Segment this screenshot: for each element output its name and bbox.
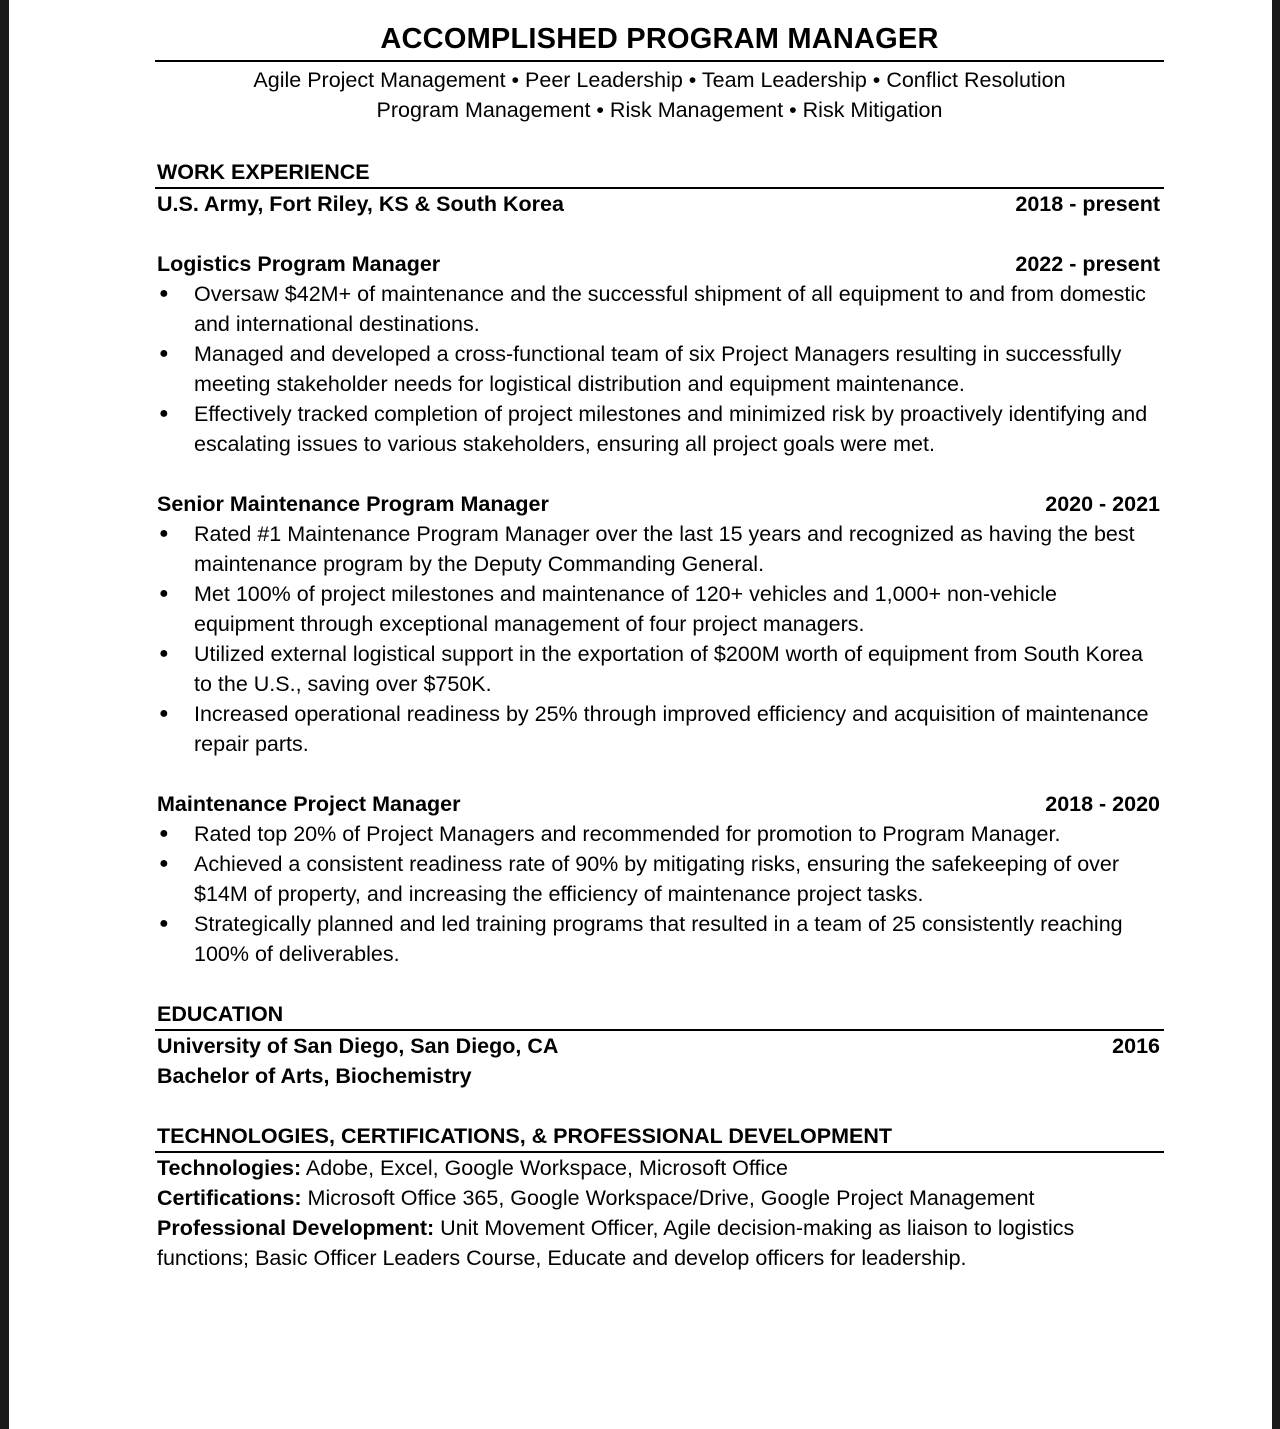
skills-line: Agile Project Management • Peer Leadership • Team Leadership • Conflict Resolution — [253, 68, 1066, 92]
resume-page — [155, 0, 1164, 1273]
left-screen-edge — [0, 0, 9, 1429]
job-title-row — [155, 789, 1164, 819]
job-dates: 2020 - 2021 — [1045, 492, 1160, 516]
bullet-item: ● Rated top 20% of Project Managers and recommended for promotion to Program Manager. — [155, 819, 1164, 849]
bullet-item: ● Utilized external logistical support in the exportation of $200M worth of equipment from South Korea to the U.S., saving over $750K. — [155, 639, 1164, 699]
right-screen-edge — [1272, 0, 1280, 1429]
job-dates: 2022 - present — [1015, 252, 1160, 276]
education-heading: EDUCATION — [155, 999, 1164, 1031]
bullet-item: ● Met 100% of project milestones and maintenance of 120+ vehicles and 1,000+ non-vehicle equipment through exceptional management of four project managers. — [155, 579, 1164, 639]
technologies-value: Adobe, Excel, Google Workspace, Microsoft Office — [301, 1156, 788, 1180]
technologies-label: Technologies: — [157, 1156, 302, 1180]
job-title-row — [155, 489, 1164, 519]
bullet-item: ● Strategically planned and led training programs that resulted in a team of 25 consistently reaching 100% of deliverables. — [155, 909, 1164, 969]
skills-summary — [155, 65, 1164, 125]
bullet-item: ● Rated #1 Maintenance Program Manager over the last 15 years and recognized as having the best maintenance program by the Deputy Commanding General. — [155, 519, 1164, 579]
job-title: Logistics Program Manager — [157, 252, 441, 276]
work-experience-heading: WORK EXPERIENCE — [155, 157, 1164, 189]
bullet-item: ● Oversaw $42M+ of maintenance and the successful shipment of all equipment to and from domestic and international destinations. — [155, 279, 1164, 339]
bullet-item: ● Increased operational readiness by 25% through improved efficiency and acquisition of maintenance repair parts. — [155, 699, 1164, 759]
degree-row — [155, 1061, 1164, 1091]
employer-dates: 2018 - present — [1015, 192, 1160, 216]
school-name: University of San Diego, San Diego, CA — [157, 1034, 559, 1058]
certifications-line — [155, 1183, 1164, 1213]
professional-development-label: Professional Development: — [157, 1216, 435, 1240]
graduation-year: 2016 — [1112, 1034, 1160, 1058]
job-bullets — [155, 279, 1164, 459]
employer-row — [155, 189, 1164, 219]
job-title-row — [155, 249, 1164, 279]
job-bullets — [155, 819, 1164, 969]
certifications-value: Microsoft Office 365, Google Workspace/Drive, Google Project Management — [301, 1186, 1035, 1210]
resume-title: ACCOMPLISHED PROGRAM MANAGER — [380, 23, 939, 55]
certifications-label: Certifications: — [157, 1186, 302, 1210]
job-title: Senior Maintenance Program Manager — [157, 492, 549, 516]
job-dates: 2018 - 2020 — [1045, 792, 1160, 816]
school-row — [155, 1031, 1164, 1061]
technologies-line — [155, 1153, 1164, 1183]
bullet-item: ● Managed and developed a cross-functional team of six Project Managers resulting in successfully meeting stakeholder needs for logistical distribution and equipment maintenance. — [155, 339, 1164, 399]
professional-development-value: Unit Movement Officer, Agile decision-making as liaison to logistics functions; Basic Officer Leaders Course, Educate and develop officers for leadership. — [157, 1216, 1075, 1270]
technologies-heading: TECHNOLOGIES, CERTIFICATIONS, & PROFESSIONAL DEVELOPMENT — [155, 1121, 1164, 1153]
job-title: Maintenance Project Manager — [157, 792, 461, 816]
professional-development-line — [155, 1213, 1164, 1273]
degree: Bachelor of Arts, Biochemistry — [157, 1064, 472, 1088]
job-bullets — [155, 519, 1164, 759]
bullet-item: ● Achieved a consistent readiness rate of 90% by mitigating risks, ensuring the safekeeping of over $14M of property, and increasing the efficiency of maintenance project tasks. — [155, 849, 1164, 909]
bullet-item: ● Effectively tracked completion of project milestones and minimized risk by proactively identifying and escalating issues to various stakeholders, ensuring all project goals were met. — [155, 399, 1164, 459]
skills-line: Program Management • Risk Management • Risk Mitigation — [376, 98, 943, 122]
employer-name: U.S. Army, Fort Riley, KS & South Korea — [157, 192, 564, 216]
title-divider — [155, 60, 1164, 62]
